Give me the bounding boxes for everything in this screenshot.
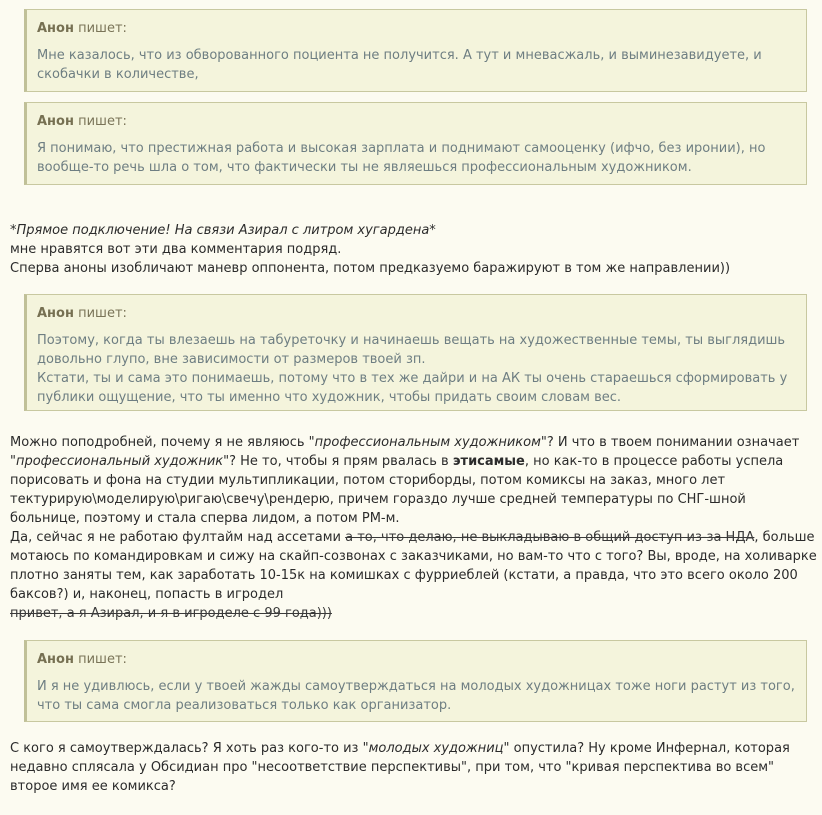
post-bold: этисамые bbox=[452, 454, 525, 469]
quote-author bbox=[37, 19, 796, 38]
post-strikethrough: привет, а я Азирал, и я в игроделе с 99 года))) bbox=[10, 606, 332, 621]
quote-block-4 bbox=[24, 640, 807, 722]
post-span: , но как-то в процессе работы успела порисовать и фона на студии мультипликации, потом сториборды, потом комиксы на заказ, много лет тектурирую\моделирую\ригаю\свечу\рендерю, причем гораздо лучше средней температуры по СНГ-шной больнице, поэтому и стала сперва лидом, а потом PM-м. bbox=[10, 454, 784, 526]
quote-author bbox=[37, 650, 796, 669]
post-span: , больше мотаюсь по командировкам и сижу на скайп-созвонах с заказчиками, но вам-то что с того? Вы, вроде, на холиварке плотно заняты тем, как заработать 10-15к на комишках с фурриеблей (кстати, а правда, что это всего около 200 баксов?) и, наконец, попасть в игродел bbox=[10, 530, 817, 602]
post-italic: "профессиональным художником" bbox=[308, 435, 547, 450]
quote-block-1 bbox=[24, 9, 807, 92]
quote-author bbox=[37, 112, 796, 131]
quote-text: И я не удивлюсь, если у твоей жажды самоутверждаться на молодых художницах тоже ноги растут из того, что ты сама смогла реализоваться только как организатор. bbox=[37, 679, 795, 713]
post-italic: "профессиональный художник" bbox=[10, 454, 230, 469]
post-italic: "молодых художниц" bbox=[362, 741, 510, 756]
quote-author-writes: пишет: bbox=[73, 114, 127, 129]
quote-block-2 bbox=[24, 102, 807, 185]
quote-text: Кстати, ты и сама это понимаешь, потому что в тех же дайри и на АК ты очень стараешься сформировать у публики ощущение, что ты именно что художник, чтобы придать своим словам вес. bbox=[37, 371, 788, 405]
post-strikethrough: а то, что делаю, не выкладываю в общий доступ из-за НДА bbox=[345, 530, 755, 545]
quote-author-writes: пишет: bbox=[73, 21, 127, 36]
post-italic-line: *Прямое подключение! На связи Азирал с литром хугардена* bbox=[10, 223, 436, 238]
quote-text: Мне казалось, что из обворованного поциента не получится. А тут и мневасжаль, и выминезавидуете, и скобачки в количестве, bbox=[37, 48, 762, 82]
quote-block-3 bbox=[24, 294, 807, 411]
quote-author-name: Анон bbox=[37, 21, 74, 36]
post-span: ? И что в твоем понимании означает bbox=[546, 435, 800, 450]
quote-text: Я понимаю, что престижная работа и высокая зарплата и поднимают самооценку (ифчо, без иронии), но вообще-то речь шла о том, что фактически ты не являешься профессиональным художником. bbox=[37, 141, 766, 175]
quote-author-name: Анон bbox=[37, 652, 74, 667]
post-paragraph bbox=[10, 739, 818, 796]
quote-author-writes: пишет: bbox=[73, 652, 127, 667]
quote-author-name: Анон bbox=[37, 306, 74, 321]
post-span: опустила? Ну кроме Инфернал, которая недавно сплясала у Обсидиан про "несоответствие перспективы", при том, что "кривая перспектива во всем" второе имя ее комикса? bbox=[10, 741, 790, 794]
post-text-3 bbox=[10, 739, 818, 796]
post-paragraph bbox=[10, 604, 818, 623]
post-span: Можно поподробней, почему я не являюсь bbox=[10, 435, 309, 450]
post-line: мне нравятся вот эти два комментария подряд. bbox=[10, 242, 342, 257]
quote-text: Поэтому, когда ты влезаешь на табуреточку и начинаешь вещать на художественные темы, ты выглядишь довольно глупо, вне зависимости от размеров твоей зп. bbox=[37, 333, 786, 367]
post-span: ? Не то, чтобы я прям рвалась в bbox=[229, 454, 453, 469]
post-text-1 bbox=[10, 221, 818, 278]
post-paragraph bbox=[10, 528, 818, 604]
post-span: С кого я самоутверждалась? Я хоть раз кого-то из bbox=[10, 741, 363, 756]
post-line: Сперва аноны изобличают маневр оппонента, потом предказуемо баражируют в том же направлении)) bbox=[10, 261, 731, 276]
post-paragraph bbox=[10, 433, 818, 528]
quote-author-writes: пишет: bbox=[73, 306, 127, 321]
post-text-2 bbox=[10, 433, 818, 623]
post-span: Да, сейчас я не работаю фултайм над ассетами bbox=[10, 530, 346, 545]
quote-author-name: Анон bbox=[37, 114, 74, 129]
quote-author bbox=[37, 304, 796, 323]
